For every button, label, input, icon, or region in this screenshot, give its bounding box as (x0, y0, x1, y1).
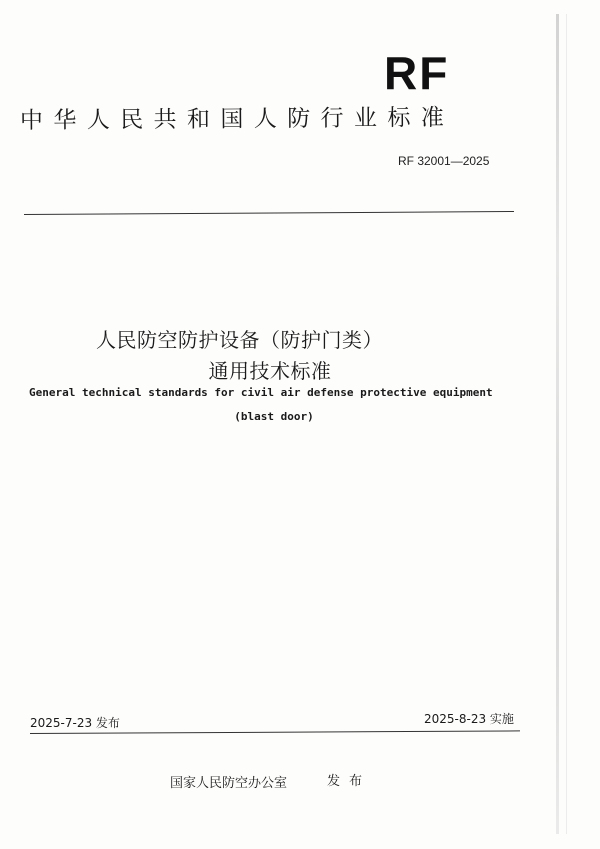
scan-edge-shadow (556, 14, 559, 834)
title-cn-line2: 通用技术标准 (208, 359, 332, 383)
footer-divider (30, 730, 520, 734)
scan-edge-line (566, 14, 567, 834)
standard-type-heading: 中华人民共和国人防行业标准 (19, 104, 455, 134)
publisher-name: 国家人民防空办公室 (170, 776, 288, 791)
header-divider (24, 211, 514, 215)
implementation-date: 2025-8-23 实施 (424, 712, 514, 726)
title-cn-line1: 人民防空防护设备（防护门类） (96, 328, 383, 352)
issue-date: 2025-7-23 发布 (30, 716, 120, 730)
standard-code: RF 32001—2025 (398, 154, 490, 168)
rf-logo: RF (384, 47, 450, 99)
title-en-line2: (blast door) (234, 410, 314, 423)
publish-label: 发布 (327, 774, 372, 789)
title-en-line1: General technical standards for civil air defense protective equipment (29, 386, 493, 399)
